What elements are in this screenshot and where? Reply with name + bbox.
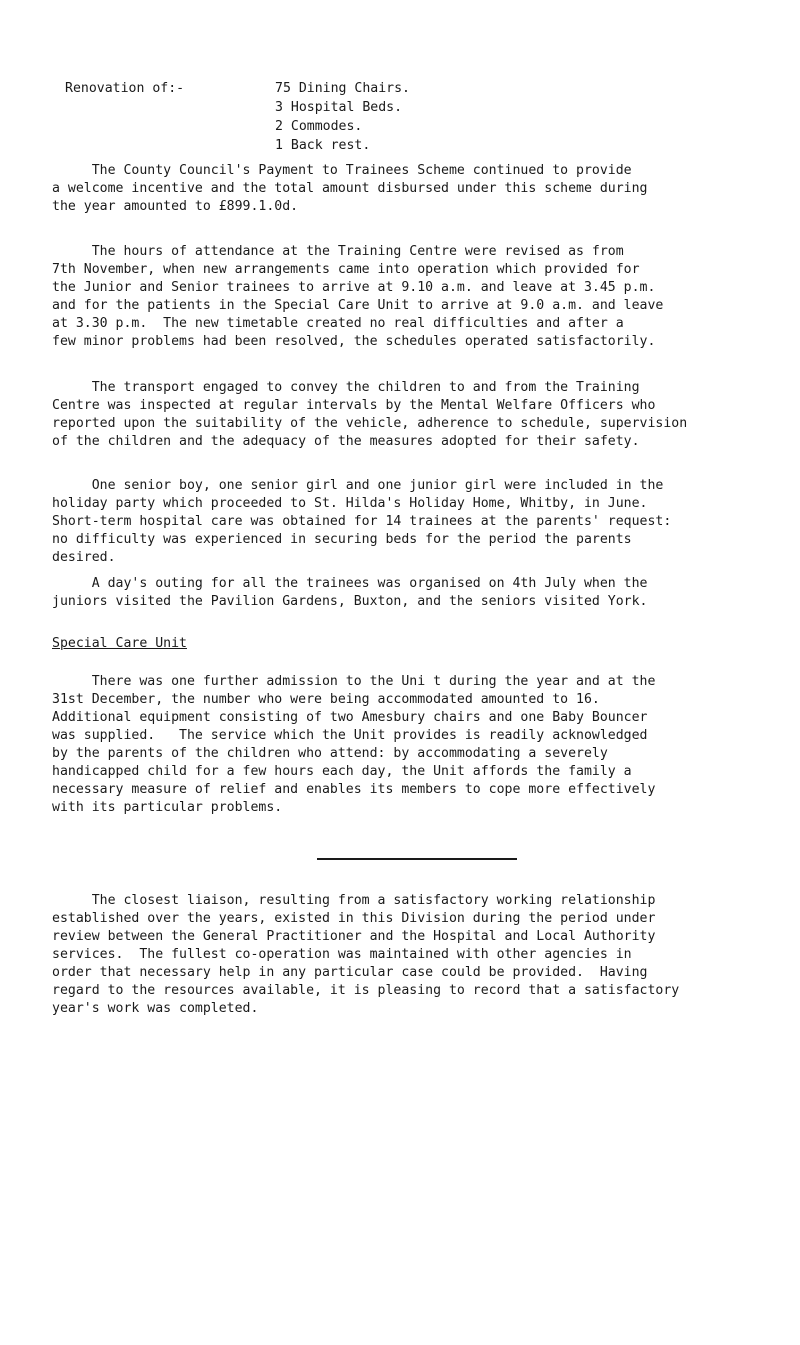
renovation-items <box>275 80 410 156</box>
paragraph-holiday <box>52 477 764 567</box>
text-line: A day's outing for all the trainees was organised on 4th July when the <box>52 576 648 591</box>
paragraph-attendance-hours <box>52 243 764 351</box>
text-line: at 3.30 p.m. The new timetable created no real difficulties and after a <box>52 316 624 331</box>
text-line: necessary measure of relief and enables its members to cope more effectively <box>52 782 656 797</box>
text-line: order that necessary help in any particular case could be provided. Having <box>52 965 648 980</box>
paragraph-special-care <box>52 673 764 817</box>
renovation-item: 1 Back rest. <box>275 138 371 153</box>
text-line: and for the patients in the Special Care Unit to arrive at 9.0 a.m. and leave <box>52 298 664 313</box>
text-line: desired. <box>52 550 116 565</box>
text-line: The County Council's Payment to Trainees Scheme continued to provide <box>52 163 632 178</box>
text-line: handicapped child for a few hours each day, the Unit affords the family a <box>52 764 632 779</box>
text-line: 7th November, when new arrangements came into operation which provided for <box>52 262 640 277</box>
paragraph-outing <box>52 575 764 611</box>
renovation-item: 75 Dining Chairs. <box>275 81 410 96</box>
renovation-item: 2 Commodes. <box>275 119 363 134</box>
text-line: juniors visited the Pavilion Gardens, Buxton, and the seniors visited York. <box>52 594 648 609</box>
text-line: with its particular problems. <box>52 800 283 815</box>
text-line: the year amounted to £899.1.0d. <box>52 199 299 214</box>
text-line: The closest liaison, resulting from a satisfactory working relationship <box>52 893 656 908</box>
text-line: The transport engaged to convey the children to and from the Training <box>52 380 640 395</box>
section-heading-special-care-unit: Special Care Unit <box>52 636 187 651</box>
text-line: The hours of attendance at the Training Centre were revised as from <box>52 244 624 259</box>
text-line: few minor problems had been resolved, the schedules operated satisfactorily. <box>52 334 656 349</box>
text-line: Centre was inspected at regular intervals by the Mental Welfare Officers who <box>52 398 656 413</box>
text-line: reported upon the suitability of the vehicle, adherence to schedule, supervision <box>52 416 688 431</box>
text-line: 31st December, the number who were being accommodated amounted to 16. <box>52 692 600 707</box>
text-line: regard to the resources available, it is pleasing to record that a satisfactory <box>52 983 680 998</box>
text-line: services. The fullest co-operation was maintained with other agencies in <box>52 947 632 962</box>
text-line: year's work was completed. <box>52 1001 259 1016</box>
text-line: One senior boy, one senior girl and one junior girl were included in the <box>52 478 664 493</box>
paragraph-transport <box>52 379 764 451</box>
text-line: by the parents of the children who attend: by accommodating a severely <box>52 746 608 761</box>
renovation-item: 3 Hospital Beds. <box>275 100 403 115</box>
paragraph-liaison <box>52 892 764 1018</box>
text-line: Additional equipment consisting of two Amesbury chairs and one Baby Bouncer <box>52 710 648 725</box>
paragraph-trainee-payment <box>52 162 764 216</box>
text-line: of the children and the adequacy of the measures adopted for their safety. <box>52 434 640 449</box>
text-line: established over the years, existed in this Division during the period under <box>52 911 656 926</box>
section-divider <box>317 858 517 860</box>
text-line: no difficulty was experienced in securing beds for the period the parents <box>52 532 632 547</box>
renovation-label: Renovation of:- <box>65 81 185 96</box>
text-line: was supplied. The service which the Unit provides is readily acknowledged <box>52 728 648 743</box>
text-line: review between the General Practitioner and the Hospital and Local Authority <box>52 929 656 944</box>
text-line: holiday party which proceeded to St. Hilda's Holiday Home, Whitby, in June. <box>52 496 648 511</box>
text-line: the Junior and Senior trainees to arrive at 9.10 a.m. and leave at 3.45 p.m. <box>52 280 656 295</box>
text-line: There was one further admission to the Uni t during the year and at the <box>52 674 656 689</box>
text-line: Short-term hospital care was obtained for 14 trainees at the parents' request: <box>52 514 672 529</box>
text-line: a welcome incentive and the total amount disbursed under this scheme during <box>52 181 648 196</box>
